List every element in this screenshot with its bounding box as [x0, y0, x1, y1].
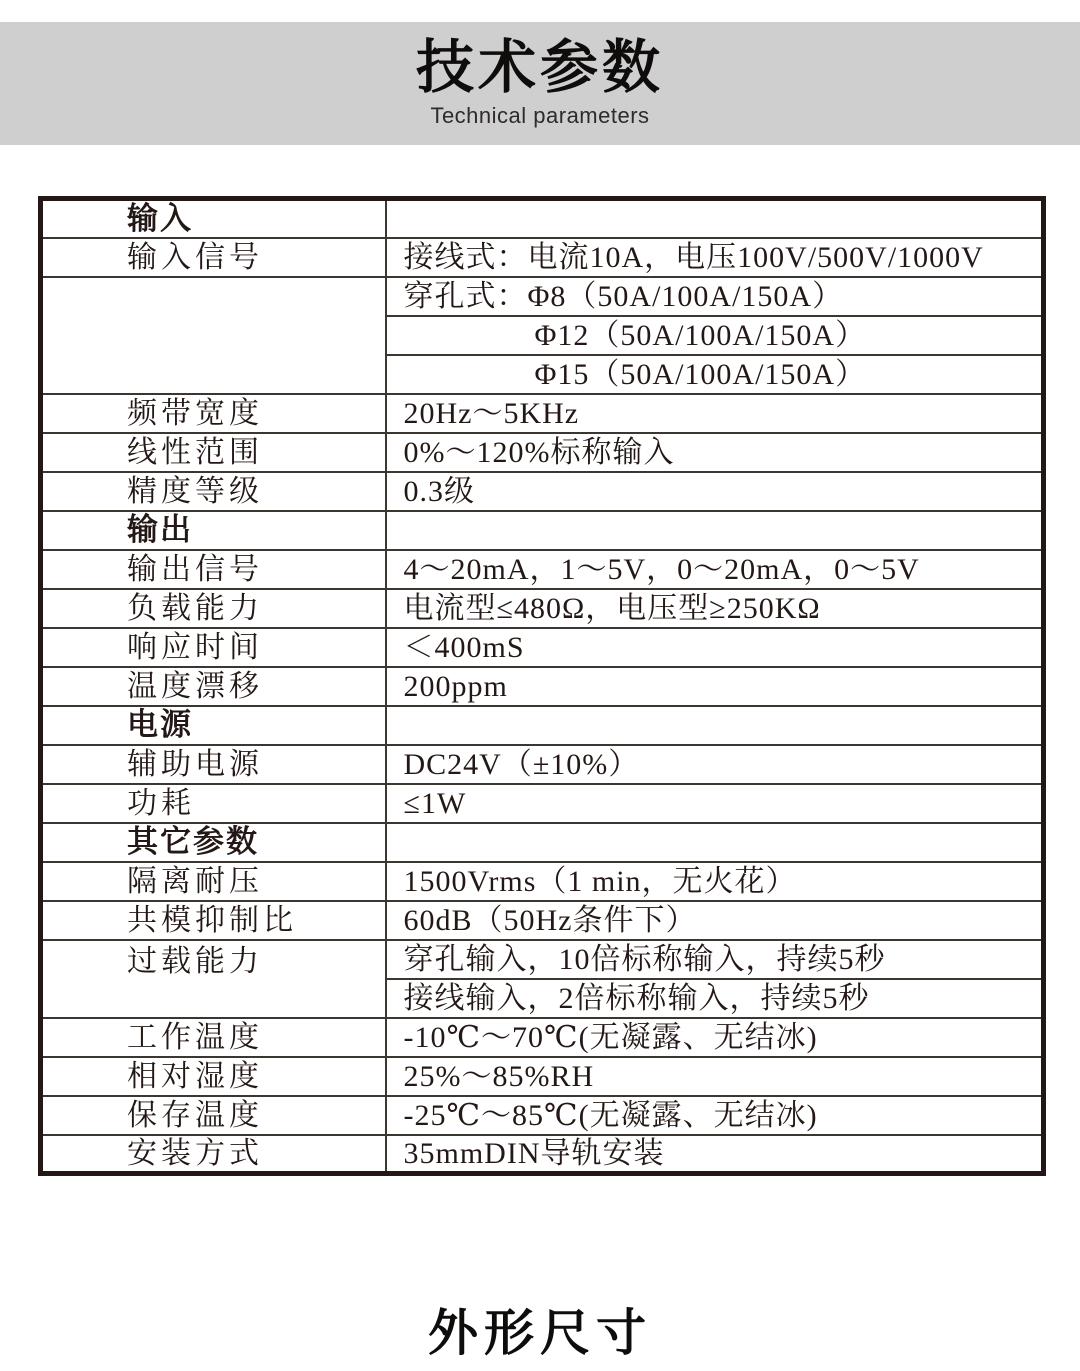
table-row: [41, 550, 1044, 589]
param-label: 频带宽度: [41, 394, 386, 433]
param-value: 0%～120%标称输入: [386, 433, 1044, 472]
param-value: 穿孔输入，10倍标称输入，持续5秒: [386, 940, 1044, 979]
param-label: 相对湿度: [41, 1057, 386, 1096]
param-value: 1500Vrms（1 min，无火花）: [386, 862, 1044, 901]
param-value: 35mmDIN导轨安装: [386, 1135, 1044, 1174]
section-label: 其它参数: [41, 823, 386, 862]
table-row: [41, 433, 1044, 472]
section-label: 输出: [41, 511, 386, 550]
param-value: -10℃～70℃(无凝露、无结冰): [386, 1018, 1044, 1057]
param-value: 20Hz～5KHz: [386, 394, 1044, 433]
spec-table: [38, 196, 1046, 1176]
param-value: [386, 511, 1044, 550]
param-label: [41, 277, 386, 394]
param-value: [386, 706, 1044, 745]
param-label: 线性范围: [41, 433, 386, 472]
table-row: [41, 745, 1044, 784]
param-label: 隔离耐压: [41, 862, 386, 901]
header-band: [0, 22, 1080, 145]
param-value: ≤1W: [386, 784, 1044, 823]
table-row: [41, 1135, 1044, 1174]
table-row: [41, 238, 1044, 277]
table-row: [41, 1057, 1044, 1096]
param-value: 60dB（50Hz条件下）: [386, 901, 1044, 940]
table-row: [41, 277, 1044, 316]
table-row: [41, 823, 1044, 862]
param-value: Φ12（50A/100A/150A）: [386, 316, 1044, 355]
table-row: [41, 628, 1044, 667]
param-value: 4～20mA，1～5V，0～20mA，0～5V: [386, 550, 1044, 589]
table-row: [41, 862, 1044, 901]
table-row: [41, 706, 1044, 745]
param-value: 接线输入，2倍标称输入，持续5秒: [386, 979, 1044, 1018]
param-value: ＜400mS: [386, 628, 1044, 667]
param-label: 工作温度: [41, 1018, 386, 1057]
param-label: 响应时间: [41, 628, 386, 667]
table-row: [41, 784, 1044, 823]
param-value: 0.3级: [386, 472, 1044, 511]
param-value: [386, 199, 1044, 238]
param-value: DC24V（±10%）: [386, 745, 1044, 784]
page-title: 技术参数: [415, 35, 664, 101]
param-value: 200ppm: [386, 667, 1044, 706]
param-label: 辅助电源: [41, 745, 386, 784]
param-value: 25%～85%RH: [386, 1057, 1044, 1096]
table-row: [41, 1018, 1044, 1057]
table-row: [41, 511, 1044, 550]
param-label: 精度等级: [41, 472, 386, 511]
param-label: 负载能力: [41, 589, 386, 628]
table-row: [41, 1096, 1044, 1135]
param-label: 输入信号: [41, 238, 386, 277]
table-row: [41, 199, 1044, 238]
param-value: Φ15（50A/100A/150A）: [386, 355, 1044, 394]
table-row: [41, 901, 1044, 940]
param-label: 过载能力: [41, 940, 386, 1018]
section-label: 电源: [41, 706, 386, 745]
param-value: [386, 823, 1044, 862]
section-label: 输入: [41, 199, 386, 238]
param-label: 温度漂移: [41, 667, 386, 706]
param-value: 电流型≤480Ω，电压型≥250KΩ: [386, 589, 1044, 628]
param-value: 穿孔式：Φ8（50A/100A/150A）: [386, 277, 1044, 316]
param-label: 安装方式: [41, 1135, 386, 1174]
outline-dimensions-heading: 外形尺寸: [428, 1305, 652, 1361]
param-label: 保存温度: [41, 1096, 386, 1135]
table-row: [41, 940, 1044, 979]
param-value: 接线式：电流10A，电压100V/500V/1000V: [386, 238, 1044, 277]
param-value: -25℃～85℃(无凝露、无结冰): [386, 1096, 1044, 1135]
table-row: [41, 589, 1044, 628]
param-label: 输出信号: [41, 550, 386, 589]
param-label: 功耗: [41, 784, 386, 823]
table-row: [41, 472, 1044, 511]
page-subtitle: Technical parameters: [430, 102, 650, 128]
table-row: [41, 394, 1044, 433]
table-row: [41, 667, 1044, 706]
param-label: 共模抑制比: [41, 901, 386, 940]
